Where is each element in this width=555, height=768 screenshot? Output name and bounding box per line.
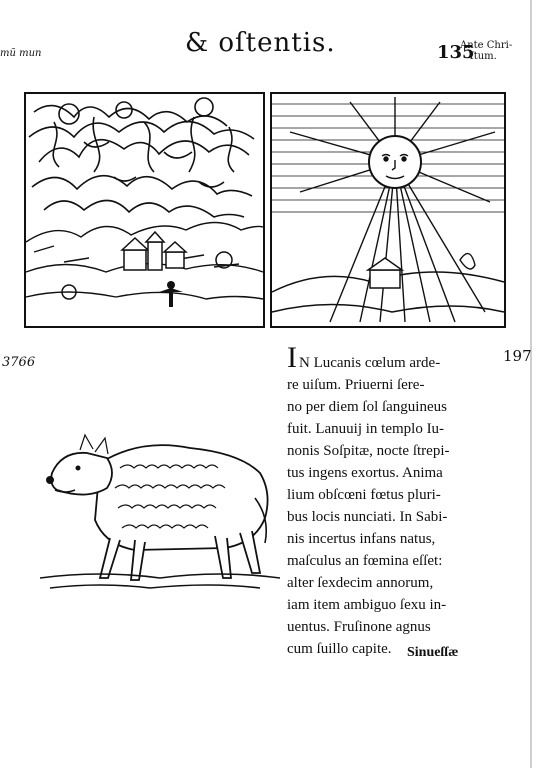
text-line: alter ſexdecim annorum, [287, 575, 434, 591]
margin-number: 197 [503, 347, 532, 365]
burning-sky-woodcut [24, 92, 265, 328]
text-line: bus locis nunciati. In Sabi- [287, 509, 448, 525]
text-line: fuit. Lanuuij in templo Iu- [287, 421, 445, 437]
text-line: no per diem ſol ſanguineus [287, 399, 447, 415]
header-note-line: Ante Chri- [460, 40, 513, 51]
text-line: re uiſum. Priuerni ſere- [287, 377, 425, 393]
page-edge [530, 0, 532, 768]
running-title: & oſtentis. [185, 28, 336, 58]
text-line-content: N Lucanis cœlum arde- [299, 355, 441, 371]
main-text-block [287, 341, 502, 660]
text-line: lium obſcœni fœtus pluri- [287, 487, 441, 503]
header-side-note [460, 40, 530, 62]
margin-year: 3766 [2, 355, 36, 370]
header-left-margin-note: mũ mun [0, 48, 42, 59]
text-line: tus ingens exortus. Anima [287, 465, 443, 481]
text-line: iam item ambiguo ſexu in- [287, 597, 447, 613]
drop-capital: I [287, 341, 297, 374]
text-line: uentus. Fruſinone agnus [287, 619, 431, 635]
pig-headed-lamb-woodcut [40, 428, 280, 598]
text-line: nonis Soſpitæ, nocte ſtrepi- [287, 443, 450, 459]
page-number: 135 [437, 42, 475, 63]
catchword: Sinueſſæ [407, 645, 459, 660]
sun-with-face-woodcut [270, 92, 506, 328]
text-line [287, 341, 502, 374]
text-line: nis incertus infans natus, [287, 531, 436, 547]
text-line: cum ſuillo capite. [287, 641, 392, 657]
header-note-line: ſtum. [470, 51, 497, 62]
text-line: maſculus an fœmina eſſet: [287, 553, 443, 569]
